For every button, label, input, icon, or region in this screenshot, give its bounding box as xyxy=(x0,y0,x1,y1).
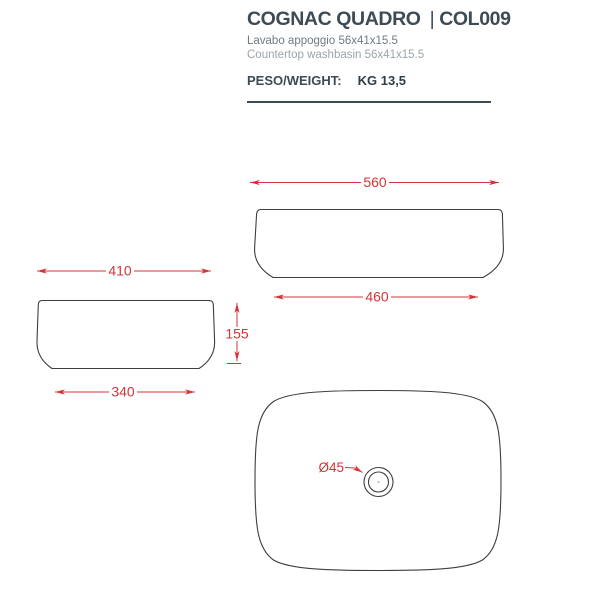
drain-dimension-label xyxy=(318,460,362,475)
front-view-outline xyxy=(255,210,504,278)
product-code: COL009 xyxy=(439,8,511,30)
weight-value: KG 13,5 xyxy=(357,73,407,88)
front-view-dim-bottom xyxy=(274,289,478,305)
front-view-dim-top xyxy=(250,174,499,190)
front-view xyxy=(250,174,503,305)
dim-value-drain: Ø45 xyxy=(318,460,344,475)
subtitle-italian: Lavabo appoggio 56x41x15.5 xyxy=(247,35,398,47)
dim-value-155: 155 xyxy=(225,325,249,342)
weight-label: PESO/WEIGHT: xyxy=(247,73,342,88)
title-separator: | xyxy=(429,8,435,30)
subtitle-english: Countertop washbasin 56x41x15.5 xyxy=(247,49,425,61)
side-view-dim-bottom xyxy=(55,384,195,400)
drain-center-dot xyxy=(378,481,380,483)
side-view-dim-top xyxy=(37,263,211,279)
dim-value-410: 410 xyxy=(108,262,132,279)
side-view xyxy=(37,263,251,400)
dim-value-560: 560 xyxy=(363,174,387,190)
dim-value-460: 460 xyxy=(365,288,389,305)
dim-value-340: 340 xyxy=(111,383,135,400)
top-view xyxy=(255,391,501,571)
side-view-outline xyxy=(37,301,215,369)
drain xyxy=(364,468,393,497)
drain-leader-line xyxy=(345,468,363,473)
side-view-dim-height xyxy=(223,303,251,364)
product-name: COGNAC QUADRO xyxy=(247,8,421,30)
